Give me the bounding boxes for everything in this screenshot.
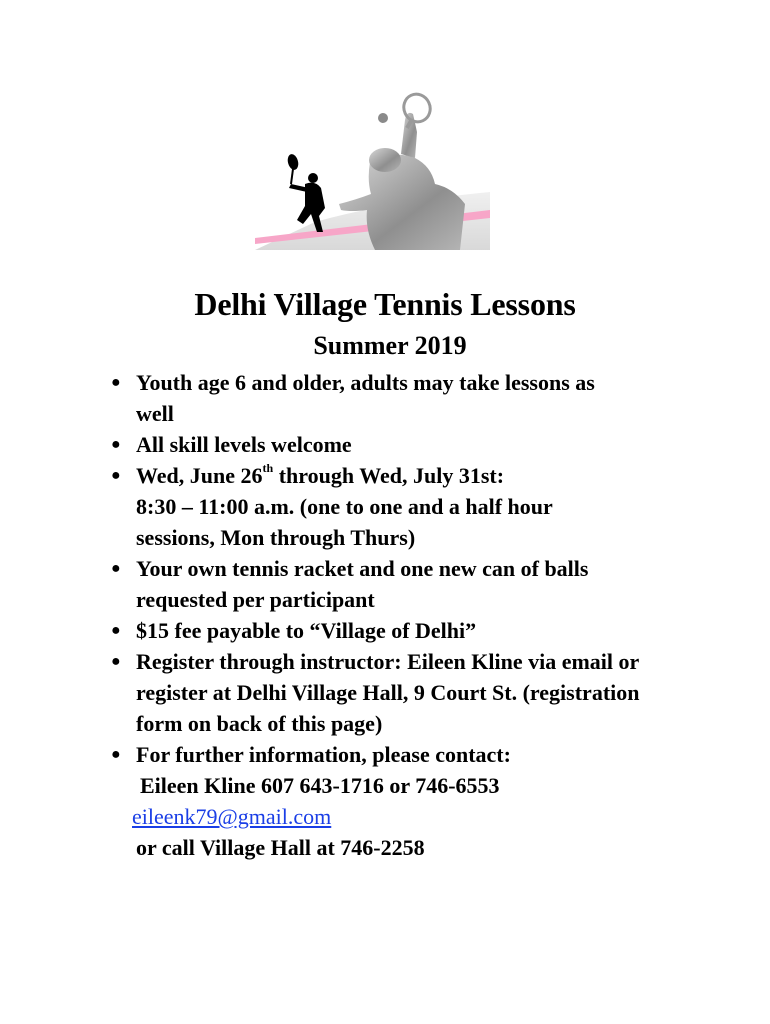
list-item-text: All skill levels welcome — [136, 432, 352, 457]
date-end: through Wed, July 31st: — [273, 463, 505, 488]
list-item-text: well — [136, 401, 174, 426]
page-title: Delhi Village Tennis Lessons — [194, 286, 576, 322]
ordinal-suffix: th — [262, 460, 274, 475]
email-link[interactable]: eileenk79@gmail.com — [132, 804, 332, 829]
list-item — [111, 367, 731, 429]
bullet-icon: ● — [111, 746, 121, 763]
bullet-icon: ● — [111, 467, 121, 484]
village-hall-phone: or call Village Hall at 746-2258 — [136, 835, 425, 860]
list-item-text: requested per participant — [136, 587, 375, 612]
bullet-icon: ● — [111, 374, 121, 391]
bullet-icon: ● — [111, 560, 121, 577]
list-item — [111, 615, 731, 646]
list-item-text: Your own tennis racket and one new can of balls — [136, 556, 589, 581]
tennis-players-illustration — [255, 92, 490, 250]
list-item-text: Youth age 6 and older, adults may take lessons as — [136, 370, 595, 395]
list-item-text: $15 fee payable to “Village of Delhi” — [136, 618, 477, 643]
list-item — [111, 429, 731, 460]
date-start: Wed, June 26 — [136, 463, 263, 488]
list-item — [111, 460, 731, 553]
list-item — [111, 646, 731, 739]
info-list — [111, 367, 731, 863]
list-item-text — [136, 460, 731, 491]
list-item-text: 8:30 – 11:00 a.m. (one to one and a half hour — [136, 494, 553, 519]
racket-icon — [399, 92, 434, 128]
contact-phone: Eileen Kline 607 643-1716 or 746-6553 — [140, 773, 500, 798]
bullet-icon: ● — [111, 622, 121, 639]
list-item-text: sessions, Mon through Thurs) — [136, 525, 416, 550]
list-item-text: register at Delhi Village Hall, 9 Court St. (registration — [136, 680, 640, 705]
list-item — [111, 739, 731, 863]
page-subtitle: Summer 2019 — [313, 331, 467, 360]
list-item-text: Register through instructor: Eileen Kline via email or — [136, 649, 640, 674]
bullet-icon: ● — [111, 436, 121, 453]
bullet-icon: ● — [111, 653, 121, 670]
list-item-text: form on back of this page) — [136, 711, 383, 736]
ball-icon — [378, 113, 388, 123]
small-player-icon — [286, 153, 325, 232]
list-item-text: For further information, please contact: — [136, 742, 511, 767]
list-item — [111, 553, 731, 615]
